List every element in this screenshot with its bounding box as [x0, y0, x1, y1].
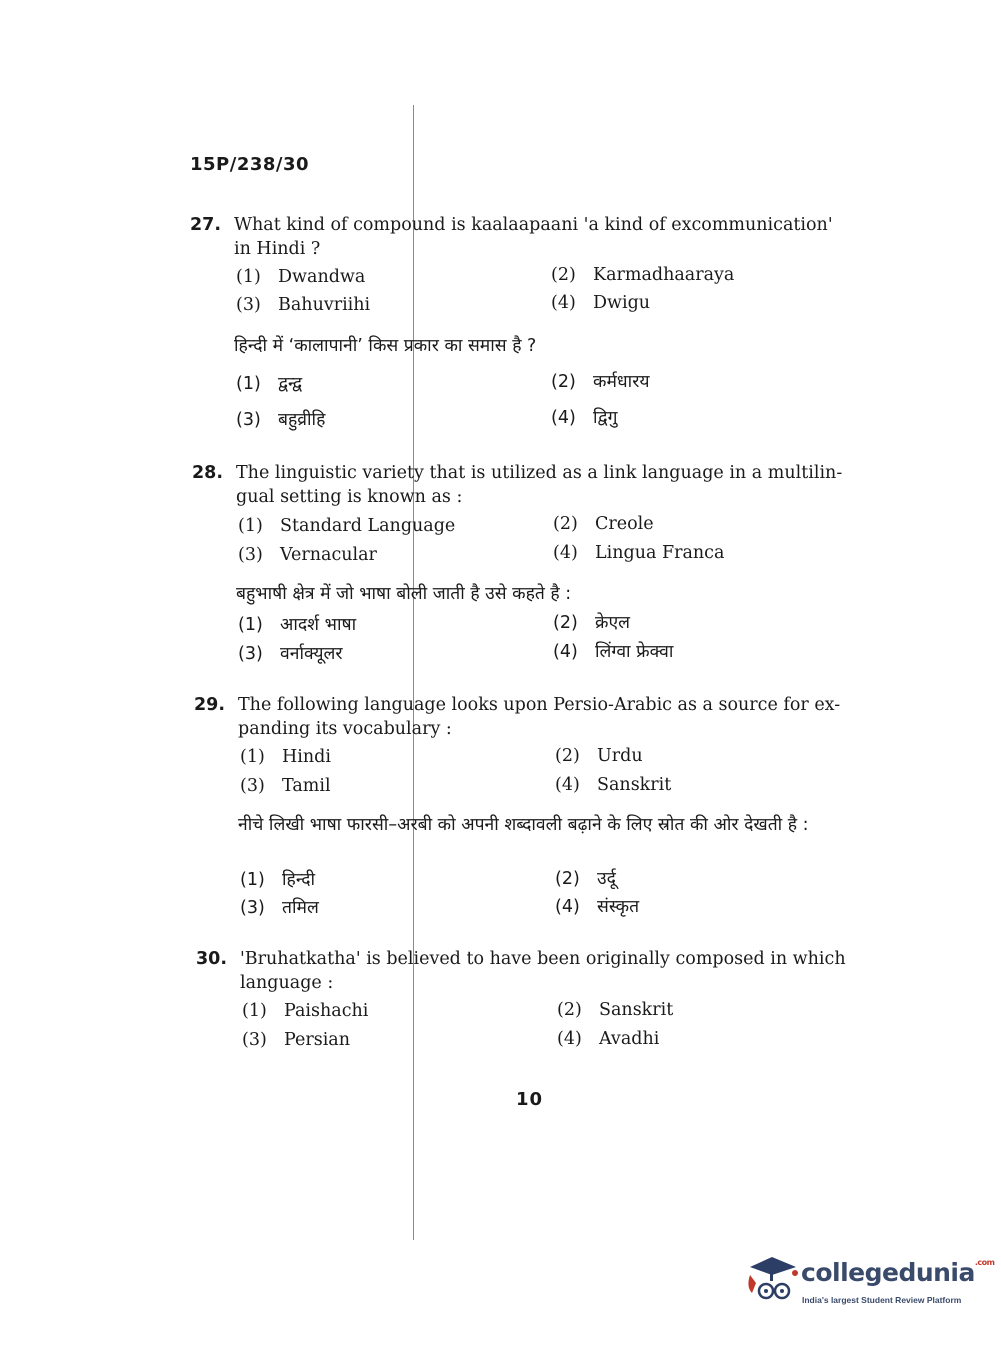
hindi-option-3: (3) बहुव्रीहि: [236, 410, 326, 430]
option-4: (4) Sanskrit: [555, 775, 672, 795]
hindi-option-1: (1) द्वन्द्व: [236, 374, 303, 394]
option-4: (4) Avadhi: [557, 1029, 660, 1049]
option-2: (2) Karmadhaaraya: [551, 265, 735, 285]
paper-code: 15P/238/30: [190, 154, 310, 175]
collegedunia-watermark: [742, 1253, 995, 1313]
hindi-option-4: (4) लिंग्वा फ्रेक्वा: [553, 642, 674, 662]
option-2: (2) Creole: [553, 514, 654, 534]
option-3: (3) Vernacular: [238, 545, 377, 565]
hindi-option-3: (3) तमिल: [240, 898, 319, 918]
question-number: 27.: [190, 215, 222, 235]
option-4: (4) Dwigu: [551, 293, 651, 313]
question-text: 'Bruhatkatha' is believed to have been originally composed in which language :: [240, 949, 846, 993]
option-1: (1) Paishachi: [242, 1001, 369, 1021]
option-4: (4) Lingua Franca: [553, 543, 725, 563]
brand-name: collegedunia$^{.com}$: [801, 1258, 995, 1287]
hindi-option-1: (1) हिन्दी: [240, 870, 316, 890]
hindi-option-2: (2) क्रेएल: [553, 613, 630, 633]
question-text: The linguistic variety that is utilized as a link language in a multilin-gual setting is known as :: [236, 463, 843, 507]
hindi-option-2: (2) कर्मधारय: [551, 372, 650, 392]
option-2: (2) Sanskrit: [557, 1000, 674, 1020]
brand-tagline: India's largest Student Review Platform: [802, 1295, 962, 1305]
option-1: (1) Dwandwa: [236, 267, 366, 287]
option-3: (3) Persian: [242, 1030, 350, 1050]
question-text: What kind of compound is kaalaapaani 'a kind of excommunication' in Hindi ?: [234, 215, 833, 259]
page-fold-line: [413, 105, 414, 1240]
hindi-option-4: (4) द्विगु: [551, 408, 618, 428]
option-2: (2) Urdu: [555, 746, 643, 766]
question-text: The following language looks upon Persio-Arabic as a source for ex-panding its vocabulary :: [238, 695, 841, 739]
question-number: 29.: [194, 695, 226, 715]
question-number: 30.: [196, 949, 228, 969]
page-number: 10: [516, 1089, 544, 1110]
option-3: (3) Bahuvriihi: [236, 295, 371, 315]
option-1: (1) Standard Language: [238, 516, 456, 536]
mascot-icon: [742, 1253, 800, 1311]
question-number: 28.: [192, 463, 224, 483]
hindi-option-3: (3) वर्नाक्यूलर: [238, 644, 343, 664]
hindi-option-4: (4) संस्कृत: [555, 897, 640, 917]
hindi-option-2: (2) उर्दू: [555, 869, 616, 889]
option-1: (1) Hindi: [240, 747, 331, 767]
hindi-option-1: (1) आदर्श भाषा: [238, 615, 357, 635]
option-3: (3) Tamil: [240, 776, 331, 796]
